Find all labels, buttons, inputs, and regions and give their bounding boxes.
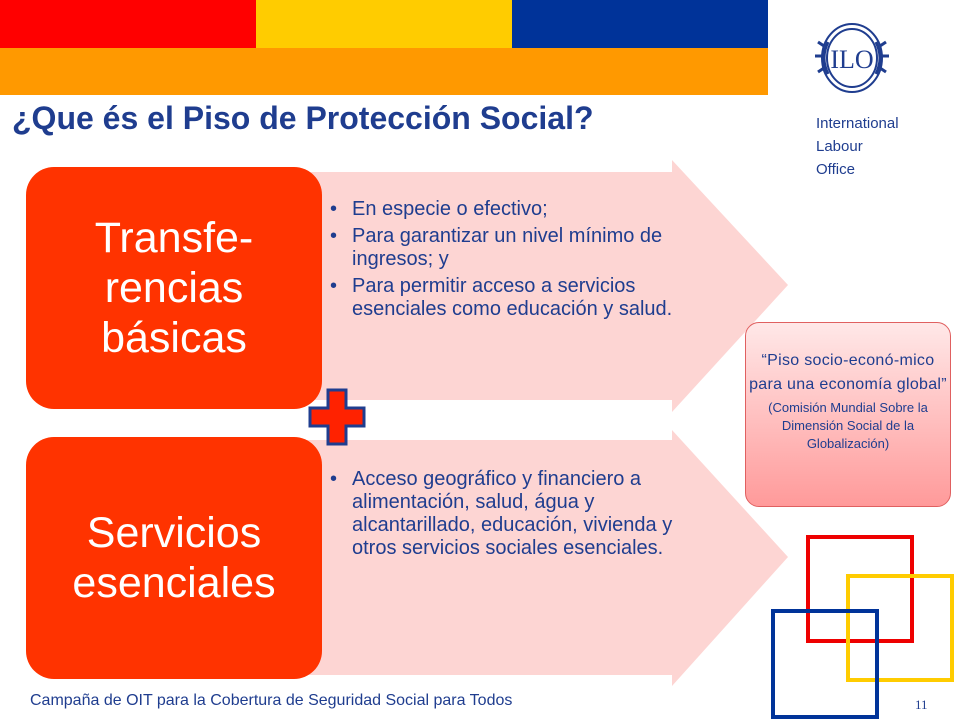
servicios-bullets — [330, 468, 690, 564]
plus-icon — [308, 388, 366, 446]
ilo-name-line: International — [816, 115, 899, 132]
quote-text: “Piso socio-econó-mico para una economía global” — [749, 352, 947, 393]
page-title: ¿Que és el Piso de Protección Social? — [12, 100, 594, 136]
bullet-item: • En especie o efectivo; — [330, 198, 680, 221]
logo-emblem-text: ILO — [830, 45, 874, 74]
header-band-blue — [512, 0, 768, 48]
transferencias-box — [26, 167, 322, 409]
box-heading-line: Servicios — [86, 509, 262, 557]
footer-text: Campaña de OIT para la Cobertura de Seguridad Social para Todos — [30, 692, 513, 709]
transferencias-bullets — [330, 198, 680, 325]
bullet-item: • Para garantizar un nivel mínimo de ingresos; y — [330, 225, 680, 271]
page-number: 11 — [915, 697, 928, 712]
box-heading-line: rencias — [104, 264, 244, 312]
servicios-box — [26, 437, 322, 679]
header-band-red — [0, 0, 256, 48]
box-heading-line: esenciales — [72, 559, 276, 607]
box-heading-line: Transfe- — [94, 214, 254, 262]
bullet-item: • Acceso geográfico y financiero a alimentación, salud, água y alcantarillado, educación, vivienda y otros servicios sociales esenciales. — [330, 468, 690, 560]
box-heading-line: básicas — [101, 314, 247, 362]
decorative-squares-icon — [770, 534, 955, 720]
ilo-logo-icon — [806, 12, 898, 104]
header-band-orange — [0, 48, 768, 95]
quote-source: (Comisión Mundial Sobre la Dimensión Social de la Globalización) — [768, 400, 928, 451]
header-band-yellow — [256, 0, 512, 48]
ilo-name — [816, 112, 899, 181]
quote-box — [745, 322, 951, 507]
ilo-name-line: Office — [816, 161, 855, 178]
ilo-name-line: Labour — [816, 138, 863, 155]
bullet-item: • Para permitir acceso a servicios esenciales como educación y salud. — [330, 275, 680, 321]
